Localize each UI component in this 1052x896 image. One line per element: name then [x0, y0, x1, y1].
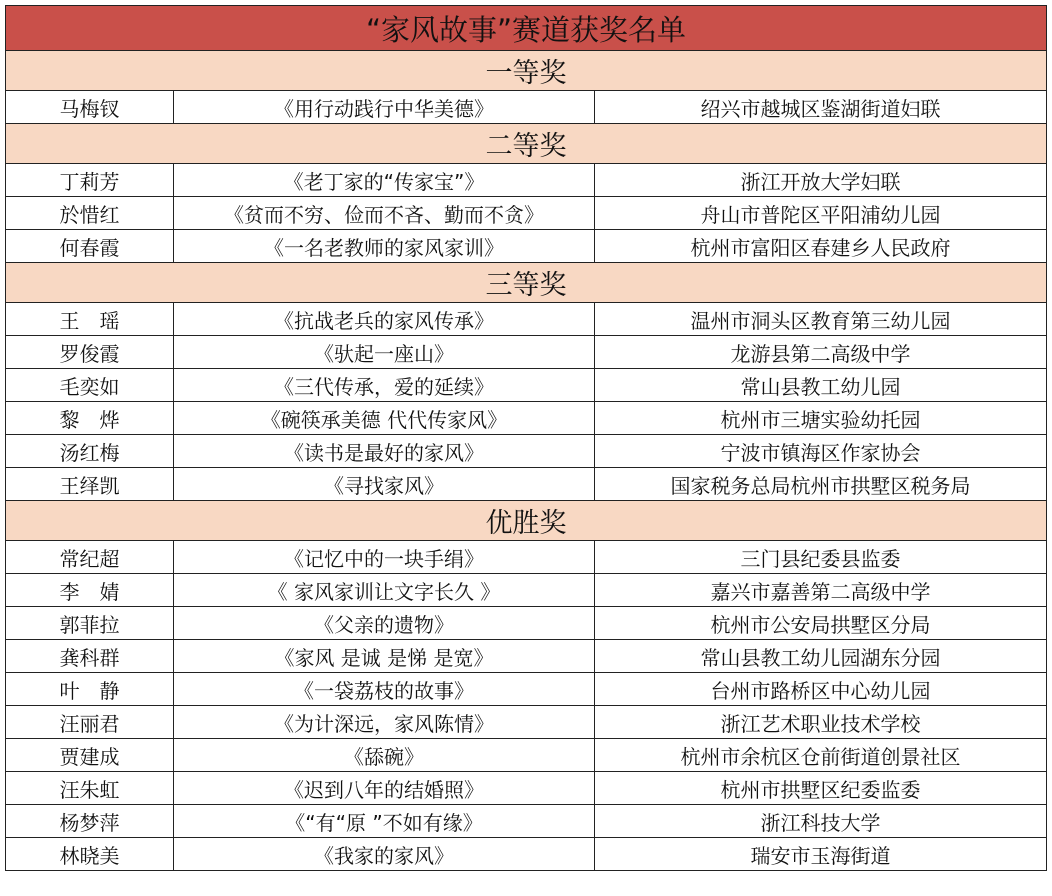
winner-name: 於惜红	[6, 197, 174, 230]
organization: 温州市洞头区教育第三幼儿园	[595, 303, 1047, 336]
table-row	[6, 706, 1047, 739]
table-row	[6, 164, 1047, 197]
winner-name: 王绎凯	[6, 468, 174, 501]
winner-name: 王 瑶	[6, 303, 174, 336]
table-row	[6, 91, 1047, 124]
table-row	[6, 402, 1047, 435]
winner-name: 丁莉芳	[6, 164, 174, 197]
table-row	[6, 369, 1047, 402]
winner-name: 何春霞	[6, 230, 174, 263]
table-row	[6, 303, 1047, 336]
work-title: 《迟到八年的结婚照》	[174, 772, 595, 805]
organization: 瑞安市玉海街道	[595, 838, 1047, 871]
table-row	[6, 197, 1047, 230]
winner-name: 龚科群	[6, 640, 174, 673]
winner-name: 贾建成	[6, 739, 174, 772]
table-row	[6, 673, 1047, 706]
work-title: 《碗筷承美德 代代传家风》	[174, 402, 595, 435]
table-row	[6, 336, 1047, 369]
work-title: 《我家的家风》	[174, 838, 595, 871]
winner-name: 李 婧	[6, 574, 174, 607]
award-level-heading: 优胜奖	[6, 501, 1047, 541]
work-title: 《用行动践行中华美德》	[174, 91, 595, 124]
work-title: 《一袋荔枝的故事》	[174, 673, 595, 706]
winner-name: 杨梦萍	[6, 805, 174, 838]
organization: 浙江艺术职业技术学校	[595, 706, 1047, 739]
work-title: 《三代传承，爱的延续》	[174, 369, 595, 402]
work-title: 《读书是最好的家风》	[174, 435, 595, 468]
winner-name: 常纪超	[6, 541, 174, 574]
work-title: 《“有“原 ”不如有缘》	[174, 805, 595, 838]
work-title: 《父亲的遗物》	[174, 607, 595, 640]
work-title: 《老丁家的“传家宝”》	[174, 164, 595, 197]
award-level-heading: 二等奖	[6, 124, 1047, 164]
organization: 浙江开放大学妇联	[595, 164, 1047, 197]
table-row	[6, 574, 1047, 607]
table-row	[6, 640, 1047, 673]
table-row	[6, 838, 1047, 871]
work-title: 《寻找家风》	[174, 468, 595, 501]
work-title: 《抗战老兵的家风传承》	[174, 303, 595, 336]
organization: 宁波市镇海区作家协会	[595, 435, 1047, 468]
organization: 常山县教工幼儿园湖东分园	[595, 640, 1047, 673]
award-section-header	[6, 51, 1047, 91]
organization: 杭州市余杭区仓前街道创景社区	[595, 739, 1047, 772]
organization: 杭州市富阳区春建乡人民政府	[595, 230, 1047, 263]
work-title: 《为计深远，家风陈情》	[174, 706, 595, 739]
organization: 国家税务总局杭州市拱墅区税务局	[595, 468, 1047, 501]
organization: 舟山市普陀区平阳浦幼儿园	[595, 197, 1047, 230]
organization: 台州市路桥区中心幼儿园	[595, 673, 1047, 706]
organization: 杭州市拱墅区纪委监委	[595, 772, 1047, 805]
winner-name: 汪丽君	[6, 706, 174, 739]
award-list-sheet	[5, 5, 1046, 871]
winner-name: 马梅钗	[6, 91, 174, 124]
award-section-header	[6, 263, 1047, 303]
table-row	[6, 772, 1047, 805]
table-row	[6, 468, 1047, 501]
table-title: “家风故事”赛道获奖名单	[6, 6, 1047, 51]
work-title: 《 家风家训让文字长久 》	[174, 574, 595, 607]
award-section-header	[6, 124, 1047, 164]
work-title: 《一名老教师的家风家训》	[174, 230, 595, 263]
organization: 嘉兴市嘉善第二高级中学	[595, 574, 1047, 607]
winner-name: 汪朱虹	[6, 772, 174, 805]
table-row	[6, 435, 1047, 468]
work-title: 《驮起一座山》	[174, 336, 595, 369]
organization: 浙江科技大学	[595, 805, 1047, 838]
award-level-heading: 三等奖	[6, 263, 1047, 303]
work-title: 《家风 是诚 是悌 是宽》	[174, 640, 595, 673]
title-row	[6, 6, 1047, 51]
award-level-heading: 一等奖	[6, 51, 1047, 91]
winner-name: 汤红梅	[6, 435, 174, 468]
table-row	[6, 607, 1047, 640]
organization: 绍兴市越城区鉴湖街道妇联	[595, 91, 1047, 124]
award-table	[5, 5, 1047, 871]
table-row	[6, 230, 1047, 263]
work-title: 《贫而不穷、俭而不吝、勤而不贪》	[174, 197, 595, 230]
organization: 常山县教工幼儿园	[595, 369, 1047, 402]
winner-name: 叶 静	[6, 673, 174, 706]
winner-name: 林晓美	[6, 838, 174, 871]
winner-name: 郭菲拉	[6, 607, 174, 640]
table-row	[6, 739, 1047, 772]
organization: 杭州市三塘实验幼托园	[595, 402, 1047, 435]
organization: 三门县纪委县监委	[595, 541, 1047, 574]
organization: 龙游县第二高级中学	[595, 336, 1047, 369]
organization: 杭州市公安局拱墅区分局	[595, 607, 1047, 640]
winner-name: 黎 烨	[6, 402, 174, 435]
winner-name: 毛奕如	[6, 369, 174, 402]
work-title: 《舔碗》	[174, 739, 595, 772]
winner-name: 罗俊霞	[6, 336, 174, 369]
award-section-header	[6, 501, 1047, 541]
work-title: 《记忆中的一块手绢》	[174, 541, 595, 574]
table-row	[6, 541, 1047, 574]
table-row	[6, 805, 1047, 838]
